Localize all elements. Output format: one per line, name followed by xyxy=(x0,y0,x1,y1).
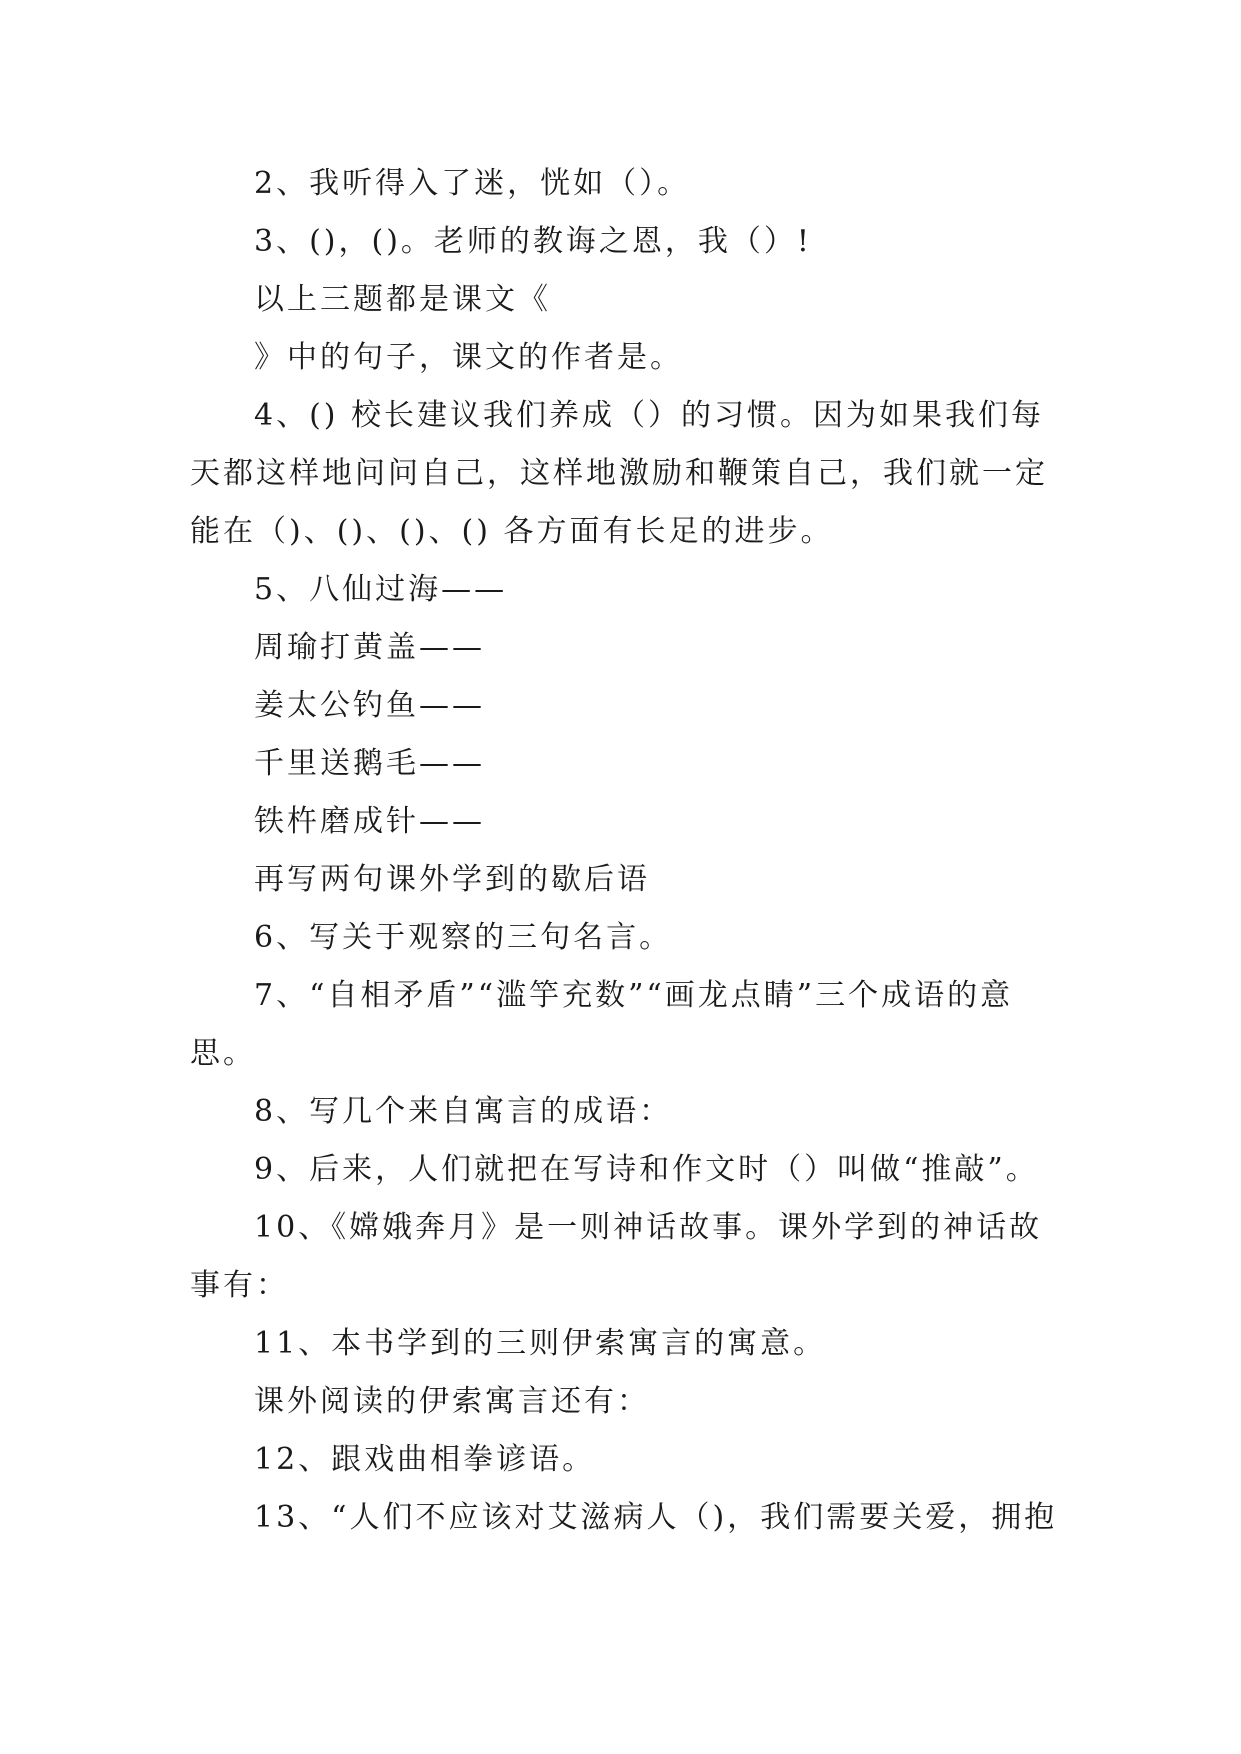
text-line: 9、后来，人们就把在写诗和作文时（）叫做“推敲”。 xyxy=(254,1152,1039,1187)
text-line: 12、跟戏曲相拳谚语。 xyxy=(254,1442,596,1477)
text-line: 以上三题都是课文《 xyxy=(254,282,551,317)
text-line: 》中的句子，课文的作者是。 xyxy=(254,340,683,375)
document-body xyxy=(190,155,1070,1547)
text-line: 6、写关于观察的三句名言。 xyxy=(254,920,673,955)
text-line: 2、我听得入了迷，恍如（）。 xyxy=(254,166,691,201)
text-line: 能在（)、()、()、() 各方面有长足的进步。 xyxy=(190,514,834,549)
text-line: 课外阅读的伊索寓言还有： xyxy=(254,1384,650,1419)
text-line: 事有： xyxy=(190,1268,289,1303)
text-line: 10、《嫦娥奔月》是一则神话故事。课外学到的神话故 xyxy=(254,1210,1043,1245)
text-line: 7、“自相矛盾”“滥竽充数”“画龙点睛”三个成语的意 xyxy=(254,978,1014,1013)
text-line: 5、八仙过海—— xyxy=(254,572,508,607)
text-line: 铁杵磨成针—— xyxy=(254,804,485,839)
text-line: 姜太公钓鱼—— xyxy=(254,688,485,723)
text-line: 3、()，()。老师的教诲之恩，我（）! xyxy=(254,224,812,259)
text-line: 再写两句课外学到的歇后语 xyxy=(254,862,650,897)
text-line: 千里送鹅毛—— xyxy=(254,746,485,781)
text-line: 11、本书学到的三则伊索寓言的寓意。 xyxy=(254,1326,827,1361)
text-line: 4、() 校长建议我们养成（）的习惯。因为如果我们每 xyxy=(254,398,1045,433)
text-line: 思。 xyxy=(190,1036,256,1071)
text-line: 13、“人们不应该对艾滋病人（)，我们需要关爱，拥抱 xyxy=(254,1500,1058,1535)
text-line: 周瑜打黄盖—— xyxy=(254,630,485,665)
text-line: 天都这样地问问自己，这样地激励和鞭策自己，我们就一定 xyxy=(190,456,1048,491)
text-line: 8、写几个来自寓言的成语： xyxy=(254,1094,673,1129)
